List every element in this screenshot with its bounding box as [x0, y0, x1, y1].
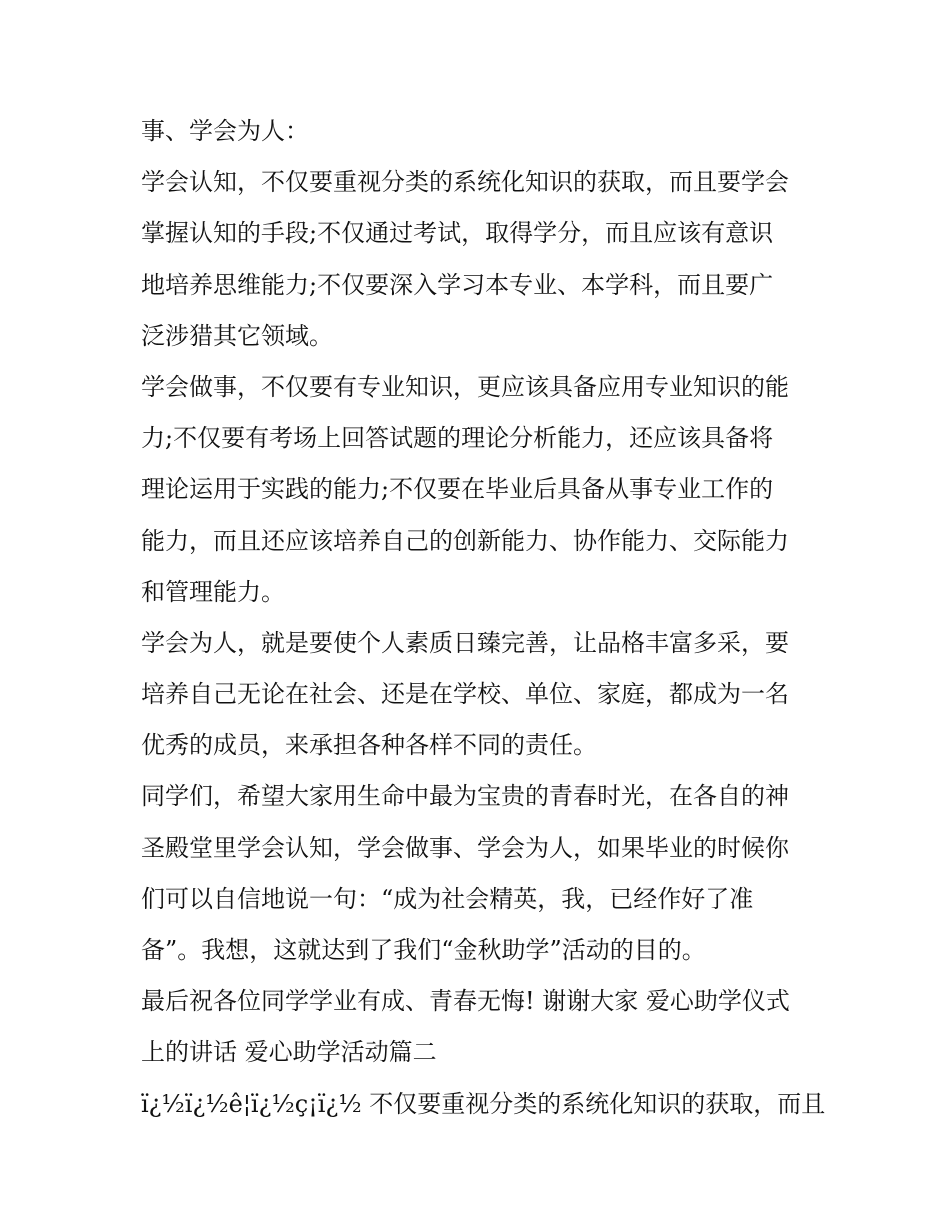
text-line: 圣殿堂里学会认知，学会做事、学会为人，如果毕业的时候你 — [141, 833, 789, 862]
text-line: 力;不仅要有考场上回答试题的理论分析能力，还应该具备将 — [141, 424, 774, 453]
text-line: 理论运用于实践的能力;不仅要在毕业后具备从事专业工作的 — [141, 475, 774, 504]
text-line: 学会做事，不仅要有专业知识，更应该具备应用专业知识的能 — [141, 372, 789, 401]
text-line: 优秀的成员，来承担各种各样不同的责任。 — [141, 731, 597, 760]
text-line: 学会为人，就是要使个人素质日臻完善，让品格丰富多采，要 — [141, 628, 789, 657]
text-line: 能力，而且还应该培养自己的创新能力、协作能力、交际能力 — [141, 526, 789, 555]
document-body — [141, 106, 826, 1130]
text-line: 备”。我想，这就达到了我们“金秋助学”活动的目的。 — [141, 936, 706, 964]
text-line: 地培养思维能力;不仅要深入学习本专业、本学科，而且要广 — [141, 270, 774, 299]
text-line: 事、学会为人： — [141, 117, 309, 145]
text-line: 上的讲话 爱心助学活动篇二 — [141, 1038, 437, 1067]
text-line: 最后祝各位同学学业有成、青春无悔! 谢谢大家 爱心助学仪式 — [141, 987, 790, 1016]
text-line: 和管理能力。 — [141, 577, 285, 606]
text-line: 们可以自信地说一句：“成为社会精英，我，已经作好了准 — [141, 884, 754, 913]
text-line: 培养自己无论在社会、还是在学校、单位、家庭，都成为一名 — [141, 680, 789, 709]
text-line: 泛涉猎其它领域。 — [141, 321, 333, 350]
text-line: 掌握认知的手段;不仅通过考试，取得学分，而且应该有意识 — [141, 219, 774, 248]
text-line: 学会认知，不仅要重视分类的系统化知识的获取，而且要学会 — [141, 168, 789, 197]
text-line: ï¿½ï¿½ê¦ï¿½ç¡ï¿½ 不仅要重视分类的系统化知识的获取，而且 — [141, 1089, 826, 1118]
text-line: 同学们，希望大家用生命中最为宝贵的青春时光，在各自的神 — [141, 782, 789, 811]
